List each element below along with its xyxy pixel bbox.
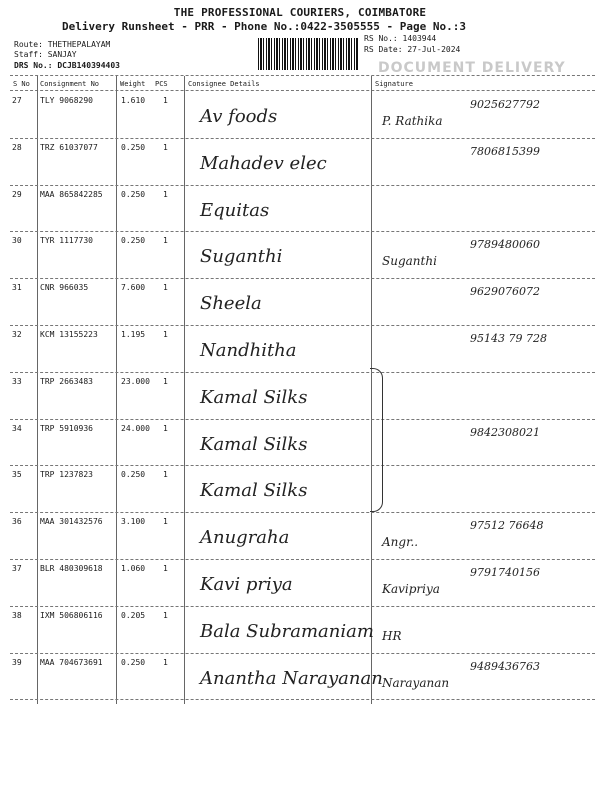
row-pcs: 1	[163, 142, 168, 152]
row-signature: P. Rathika	[382, 114, 443, 128]
row-consignee-handwritten: Sheela	[200, 293, 262, 315]
row-phone: 9842308021	[470, 425, 540, 439]
row-divider	[10, 559, 595, 560]
row-weight: 3.100	[121, 517, 146, 527]
row-phone: 9489436763	[470, 659, 540, 673]
column-divider	[184, 76, 185, 704]
column-divider	[116, 76, 117, 704]
row-weight: 0.250	[121, 189, 146, 199]
row-phone: 9025627792	[470, 98, 540, 111]
row-sno: 34	[12, 423, 22, 433]
row-pcs: 1	[163, 470, 168, 480]
row-consignment-no: TRZ 61037077	[40, 142, 98, 152]
column-divider	[37, 76, 38, 704]
barcode	[258, 38, 358, 70]
row-pcs: 1	[163, 96, 168, 105]
row-pcs: 1	[163, 610, 168, 620]
row-signature: HR	[382, 628, 402, 643]
row-weight: 0.205	[121, 610, 146, 620]
row-weight: 24.000	[121, 423, 150, 433]
row-sno: 37	[12, 564, 22, 573]
row-consignee-handwritten: Kamal Silks	[200, 433, 308, 455]
row-divider	[10, 512, 595, 513]
row-sno: 27	[12, 96, 22, 105]
row-divider	[10, 185, 595, 186]
row-divider	[10, 606, 595, 607]
col-pcs: PCS	[155, 80, 168, 88]
row-weight: 1.060	[121, 564, 146, 573]
row-weight: 1.610	[121, 96, 146, 105]
row-weight: 7.600	[121, 283, 146, 293]
row-sno: 32	[12, 330, 22, 339]
row-weight: 1.195	[121, 330, 146, 339]
col-weight: Weight	[120, 80, 146, 88]
row-consignment-no: KCM 13155223	[40, 330, 98, 339]
route-label: Route: THETHEPALAYAM	[14, 40, 111, 49]
runsheet-subtitle: Delivery Runsheet - PRR - Phone No.:0422-3505555 - Page No.:3	[62, 20, 466, 33]
row-divider	[10, 325, 595, 326]
row-consignment-no: TRP 2663483	[40, 376, 93, 386]
row-consignment-no: TRP 5910936	[40, 423, 93, 433]
row-divider	[10, 465, 595, 466]
row-pcs: 1	[163, 189, 168, 199]
row-weight: 23.000	[121, 376, 150, 386]
row-divider	[10, 699, 595, 700]
row-consignee-handwritten: Kamal Silks	[200, 386, 308, 408]
row-consignment-no: MAA 704673691	[40, 657, 103, 667]
col-signature: Signature	[375, 80, 413, 88]
row-consignment-no: MAA 865842285	[40, 189, 103, 199]
row-phone: 9791740156	[470, 566, 540, 579]
document-delivery-stamp: DOCUMENT DELIVERY	[378, 60, 566, 76]
row-weight: 0.250	[121, 142, 146, 152]
row-sno: 35	[12, 470, 22, 480]
header-top-rule	[10, 75, 595, 76]
row-divider	[10, 419, 595, 420]
row-consignee-handwritten: Bala Subramaniam	[200, 620, 374, 642]
row-consignee-handwritten: Mahadev elec	[200, 152, 327, 174]
row-signature: Kavipriya	[382, 582, 440, 596]
row-sno: 31	[12, 283, 22, 293]
row-consignee-handwritten: Kamal Silks	[200, 480, 308, 502]
row-signature: Angr..	[382, 535, 419, 550]
row-consignment-no: TYR 1117730	[40, 236, 93, 246]
row-phone: 9789480060	[470, 238, 540, 252]
row-divider	[10, 278, 595, 279]
row-sno: 36	[12, 517, 22, 527]
row-phone: 9629076072	[470, 285, 540, 299]
row-weight: 0.250	[121, 657, 146, 667]
row-pcs: 1	[163, 564, 168, 573]
row-pcs: 1	[163, 376, 168, 386]
row-phone: 95143 79 728	[470, 332, 547, 345]
row-pcs: 1	[163, 657, 168, 667]
row-pcs: 1	[163, 236, 168, 246]
row-phone: 7806815399	[470, 144, 540, 158]
row-divider	[10, 653, 595, 654]
header-bottom-rule	[10, 90, 595, 91]
row-sno: 38	[12, 610, 22, 620]
row-weight: 0.250	[121, 236, 146, 246]
row-phone: 97512 76648	[470, 519, 544, 533]
row-sno: 33	[12, 376, 22, 386]
row-consignment-no: CNR 966035	[40, 283, 89, 293]
row-consignment-no: BLR 480309618	[40, 564, 103, 573]
row-divider	[10, 372, 595, 373]
col-sno: S No	[13, 80, 30, 88]
row-pcs: 1	[163, 423, 168, 433]
row-consignee-handwritten: Kavi priya	[200, 574, 293, 595]
company-title: THE PROFESSIONAL COURIERS, COIMBATORE	[173, 6, 427, 19]
handwritten-brace	[370, 368, 383, 512]
row-pcs: 1	[163, 517, 168, 527]
row-consignee-handwritten: Equitas	[200, 199, 270, 221]
row-consignment-no: TLY 9068290	[40, 96, 93, 105]
row-consignment-no: TRP 1237823	[40, 470, 93, 480]
row-pcs: 1	[163, 330, 168, 339]
row-consignee-handwritten: Suganthi	[200, 246, 283, 268]
row-sno: 30	[12, 236, 22, 246]
row-divider	[10, 138, 595, 139]
row-signature: Suganthi	[382, 254, 437, 269]
drs-number: DRS No.: DCJB140394403	[14, 61, 120, 70]
row-signature: Narayanan	[382, 675, 450, 690]
row-consignee-handwritten: Nandhitha	[200, 340, 297, 361]
rs-number: RS No.: 1403944	[364, 34, 437, 43]
row-sno: 28	[12, 142, 22, 152]
staff-label: Staff: SANJAY	[14, 50, 77, 59]
row-consignment-no: MAA 301432576	[40, 517, 103, 527]
row-weight: 0.250	[121, 470, 146, 480]
row-pcs: 1	[163, 283, 168, 293]
row-divider	[10, 231, 595, 232]
row-consignee-handwritten: Av foods	[200, 106, 278, 127]
row-consignment-no: IXM 506806116	[40, 610, 103, 620]
row-consignee-handwritten: Anantha Narayanan	[200, 667, 383, 689]
row-sno: 29	[12, 189, 22, 199]
rs-date: RS Date: 27-Jul-2024	[364, 45, 461, 54]
col-consignee: Consignee Details	[188, 80, 260, 88]
row-sno: 39	[12, 657, 22, 667]
row-consignee-handwritten: Anugraha	[200, 527, 290, 549]
col-consignment: Consignment No	[40, 80, 100, 88]
